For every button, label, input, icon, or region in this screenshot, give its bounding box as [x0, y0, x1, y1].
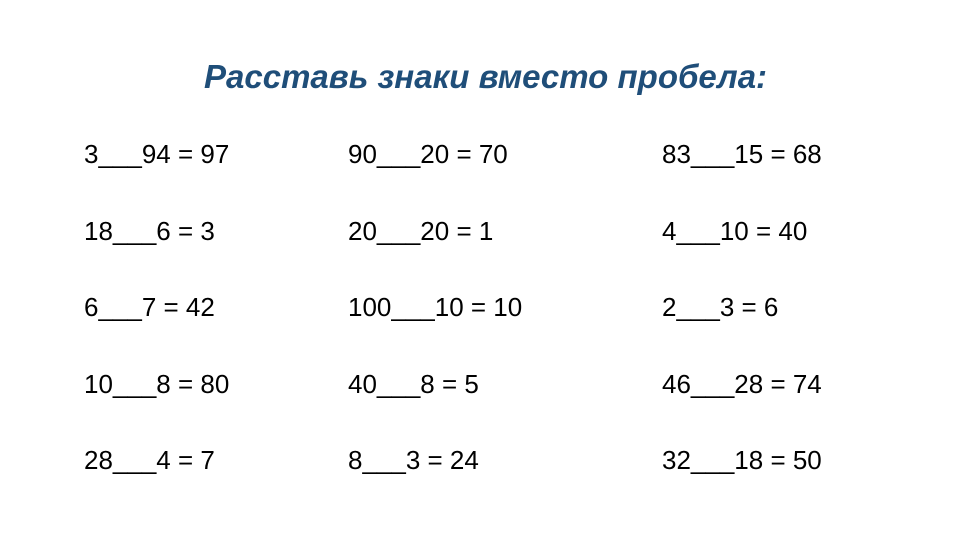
- equation-row: 100___10 = 10: [348, 292, 523, 322]
- equation-row: 8___3 = 24: [348, 445, 479, 475]
- equation-row: 20___20 = 1: [348, 215, 494, 246]
- equation-row: 10___8 = 80: [84, 368, 230, 399]
- equation-row: 4___10 = 40: [662, 215, 808, 246]
- equation-column-2: [348, 136, 522, 519]
- equation-row: 32___18 = 50: [662, 445, 822, 475]
- equation-row: 3___94 = 97: [84, 139, 230, 169]
- equation-column-1: [84, 136, 229, 519]
- equation-row: 2___3 = 6: [662, 292, 779, 322]
- equation-row: 40___8 = 5: [348, 368, 479, 399]
- equation-row: 46___28 = 74: [662, 368, 822, 399]
- equation-column-3: [662, 136, 822, 519]
- equation-row: 28___4 = 7: [84, 445, 215, 475]
- equation-row: 83___15 = 68: [662, 139, 822, 169]
- equation-row: 90___20 = 70: [348, 139, 508, 169]
- worksheet-title: Расставь знаки вместо пробела:: [204, 58, 768, 95]
- equation-row: 18___6 = 3: [84, 215, 215, 246]
- equation-row: 6___7 = 42: [84, 292, 215, 322]
